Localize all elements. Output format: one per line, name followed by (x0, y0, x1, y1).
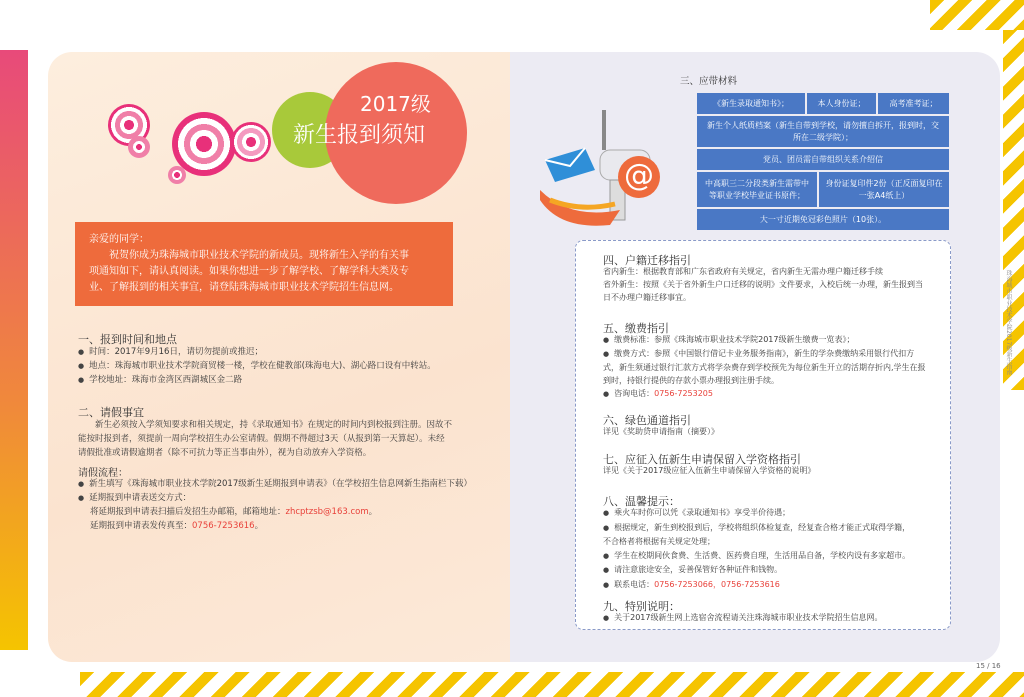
section-title-2: 二、请假事宜 (78, 406, 144, 419)
list-item (78, 505, 503, 519)
section-5-body (603, 333, 948, 401)
material-cell: 中高职三二分段类新生需带中等职业学校毕业证书原件； (697, 172, 817, 207)
list-item: ● 地点：珠海城市职业技术学院商贸楼一楼，学校在健教部(珠海电大)、湖心路口设有中转站。 (78, 359, 498, 373)
section-9-body (603, 611, 948, 625)
text: 咨询电话： (614, 389, 655, 398)
text: 将延期报到申请表扫描后发招生办邮箱，邮箱地址： (90, 507, 286, 517)
section-title-6: 六、绿色通道指引 (603, 414, 691, 427)
welcome-line: 亲爱的同学： (89, 234, 149, 245)
material-cell: 《新生录取通知书》； (697, 93, 805, 114)
list-item: ● 时间：2017年9月16日，请切勿提前或推迟； (78, 345, 498, 359)
text: 。 (254, 521, 264, 531)
list-item: ● 根据规定，新生到校报到后，学校将组织体检复查，经复查合格才能正式取得学籍， (603, 521, 948, 536)
decorative-stripes-bottom (80, 672, 1024, 697)
section-4-body (603, 265, 948, 304)
list-item: ● 缴费方式：参照《中国银行借记卡业务服务指南》，新生的学杂费缴纳采用银行代扣方 (603, 347, 948, 361)
fax-number: 0756-7253616 (192, 521, 255, 531)
section-title-5: 五、缴费指引 (603, 322, 669, 335)
section-title-3: 三、应带材料 (680, 76, 738, 87)
welcome-line: 项通知如下，请认真阅读。如果你想进一步了解学校、了解学科大类及专 (89, 266, 409, 277)
decorative-ring-tiny-2 (168, 166, 186, 184)
mailbox-icon (540, 100, 690, 240)
material-cell: 党员、团员需自带组织关系介绍信 (697, 149, 949, 170)
section-title-7: 七、应征入伍新生申请保留入学资格指引 (603, 453, 801, 466)
decorative-ring-medium (231, 122, 271, 162)
list-item (603, 578, 948, 593)
section-title-4: 四、户籍迁移指引 (603, 254, 691, 267)
material-cell: 身份证复印件2份（正反面复印在一张A4纸上） (819, 172, 949, 207)
material-cell: 新生个人纸质档案（新生自带到学校，请勿擅自拆开，报到时，交所在二级学院）； (697, 116, 949, 147)
list-item (603, 387, 948, 401)
paragraph-line: 请假批准或请假逾期者（除不可抗力等正当事由外），视为自动放弃入学资格。 (78, 448, 372, 458)
leave-flow-title: 请假流程： (78, 468, 128, 479)
list-item: ● 新生填写《珠海城市职业技术学院2017级新生延期报到申请表》（在学校招生信息网新生指南栏下载） (78, 477, 503, 491)
list-item: ● 请注意旅途安全，妥善保管好各种证件和钱物。 (603, 563, 948, 578)
material-cell: 本人身份证； (807, 93, 876, 114)
page-number: 15 / 16 (976, 662, 1001, 670)
list-item: ● 关于2017级新生网上选宿舍流程请关注珠海城市职业技术学院招生信息网。 (603, 611, 948, 625)
paragraph-line: 日不办理户籍迁移事宜。 (603, 293, 691, 302)
list-item (78, 519, 503, 533)
section-2-body (78, 418, 503, 460)
page-title: 新生报到须知 (293, 123, 426, 148)
section-8-body (603, 506, 948, 592)
decorative-ring-tiny (128, 136, 150, 158)
phone-number: 0756-7253205 (654, 389, 713, 398)
text: 。 (368, 507, 378, 517)
section-6-text: 详见《奖助贷申请指南（摘要）》 (603, 427, 719, 436)
phone-number: 0756-7253066，0756-7253616 (654, 579, 780, 589)
paragraph-line: 到时，持银行提供的存款小票办理报到注册手续。 (603, 376, 779, 385)
paragraph-line: 新生必须按入学须知要求和相关规定，持《录取通知书》在规定的时间内到校报到注册。因故不 (78, 420, 453, 430)
section-title-1: 一、报到时间和地点 (78, 333, 177, 346)
text: 联系电话： (614, 579, 655, 589)
paragraph-line: 式，新生须通过银行汇款方式将学杂费存到学校预先为每位新生开立的活期存折内,学生在报 (603, 363, 926, 372)
paragraph-line: 能按时报到者，须提前一周向学校招生办公室请假。假期不得超过3天（从报到第一天算起）。未经 (78, 434, 445, 444)
email-link[interactable]: zhcptzsb@163.com (285, 507, 369, 517)
material-cell: 大一寸近期免冠彩色照片（10张）。 (697, 209, 949, 230)
paragraph-line: 不合格者将根据有关规定处理； (603, 537, 715, 546)
welcome-line: 祝贺你成为珠海城市职业技术学院的新成员。现将新生入学的有关事 (89, 250, 409, 261)
side-caption: 珠海城市职业技术学院2017级新生指南 (1005, 270, 1012, 376)
list-item: ● 缴费标准：参照《珠海城市职业技术学院2017级新生缴费一览表》； (603, 333, 948, 347)
paragraph-line: 省内新生：根据教育部和广东省政府有关规定，省内新生无需办理户籍迁移手续 (603, 267, 883, 276)
material-cell: 高考准考证； (878, 93, 949, 114)
list-item: ● 乘火车时你可以凭《录取通知书》享受半价待遇； (603, 506, 948, 521)
section-7-text: 详见《关于2017级应征入伍新生申请保留入学资格的说明》 (603, 466, 816, 475)
text: 延期报到申请表发传真至： (90, 521, 193, 531)
decorative-left-band (0, 50, 28, 650)
year-title: 2017级 (360, 92, 431, 116)
welcome-line: 业、了解报到的相关事宜，请登陆珠海城市职业技术学院招生信息网。 (89, 282, 399, 293)
list-item: ● 学校地址：珠海市金湾区西湖城区金二路 (78, 373, 498, 387)
section-title-9: 九、特别说明： (603, 600, 680, 613)
leave-flow-list (78, 477, 503, 533)
paragraph-line: 省外新生：按照《关于省外新生户口迁移的说明》文件要求，入校后统一办理，新生报到当 (603, 280, 923, 289)
welcome-box (75, 222, 453, 306)
at-sign-icon: @ (618, 156, 660, 198)
section-title-8: 八、温馨提示： (603, 495, 680, 508)
list-item: ● 延期报到申请表送交方式： (78, 491, 503, 505)
section-1-list (78, 345, 498, 387)
list-item: ● 学生在校期间伙食费、生活费、医药费自理，生活用品自备，学校内设有多家超市。 (603, 549, 948, 564)
decorative-stripes-top (930, 0, 1024, 30)
